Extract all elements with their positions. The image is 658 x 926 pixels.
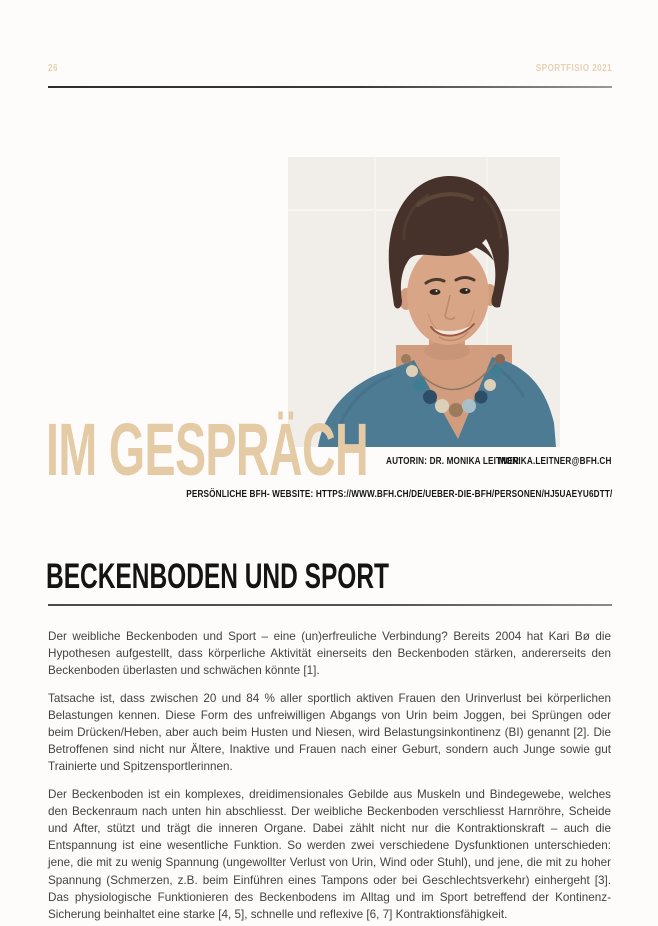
- author-email[interactable]: [467, 455, 612, 467]
- portrait-illustration: [288, 156, 560, 448]
- journal-issue: [519, 63, 612, 74]
- author-byline-text: AUTORIN: DR. MONIKA LEITNER: [386, 455, 519, 467]
- title-rule: [48, 604, 612, 606]
- paragraph-1: Der weibliche Beckenboden und Sport – eine (un)erfreuliche Verbindung? Bereits 2004 hat Kari Bø die Hypothesen aufgestellt, dass körperliche Aktivität einerseits den Beckenboden stärken, andererseits den Beckenboden überlasten und schwächen könnte [1].: [48, 630, 611, 678]
- author-website-text: PERSÖNLICHE BFH- WEBSITE: HTTPS://WWW.BFH.CH/DE/UEBER-DIE-BFH/PERSONEN/HJ5UAEYU6DTT/: [185, 488, 612, 500]
- paragraph-2: Tatsache ist, dass zwischen 20 und 84 % aller sportlich aktiven Frauen den Urinverlust bei körperlichen Belastungen kennen. Diese Form des unfreiwilligen Abgangs von Urin beim Joggen, bei Sprüngen oder beim Drücken/Heben, aber auch beim Husten und Niesen, wird Belastungsinkontinenz (BI) genannt [2]. Die Betroffenen sind nicht nur Ältere, Inaktive und Frauen nach einer Geburt, sondern auch Junge sowie gut Trainierte und Spitzensportlerinnen.: [48, 691, 611, 774]
- paragraph-3: Der Beckenboden ist ein komplexes, dreidimensionales Gebilde aus Muskeln und Bindegewebe, welches den Beckenraum nach unten hin abschliesst. Der weibliche Beckenboden verschliesst Harnröhre, Scheide und After, stützt und trägt die inneren Organe. Dabei zählt nicht nur die Kontraktionskraft – auch die Entspannung ist eine wesentliche Funktion. So werden zwei verschiedene Dysfunktionen unterschieden: jene, die mit zu wenig Spannung (ungewollter Verlust von Urin, Wind oder Stuhl), und jene, die mit zu hoher Spannung (Schmerzen, z.B. beim Einführen eines Tampons oder bei Geschlechtsverkehr) einhergeht [3]. Das physiologische Funktionieren des Beckenbodens im Alltag und im Sport betreffend der Kontinenz-Sicherung beinhaltet eine starke [4, 5], schnelle und reflexive [6, 7] Kontraktionsfähigkeit.: [48, 787, 611, 922]
- portrait-photo: [288, 156, 560, 448]
- page-number-text: 26: [48, 63, 58, 74]
- article-title: [46, 559, 536, 594]
- article-title-text: BECKENBODEN UND SPORT: [46, 557, 390, 596]
- author-website-link[interactable]: [66, 488, 612, 500]
- article-body: [48, 628, 611, 926]
- author-email-text: MONIKA.LEITNER@BFH.CH: [499, 455, 612, 467]
- journal-issue-text: SPORTFISIO 2021: [535, 63, 612, 74]
- section-kicker-text: IM GESPRÄCH: [46, 408, 369, 491]
- page-number: [48, 63, 60, 74]
- section-kicker: [46, 408, 557, 491]
- header-rule: [48, 86, 612, 88]
